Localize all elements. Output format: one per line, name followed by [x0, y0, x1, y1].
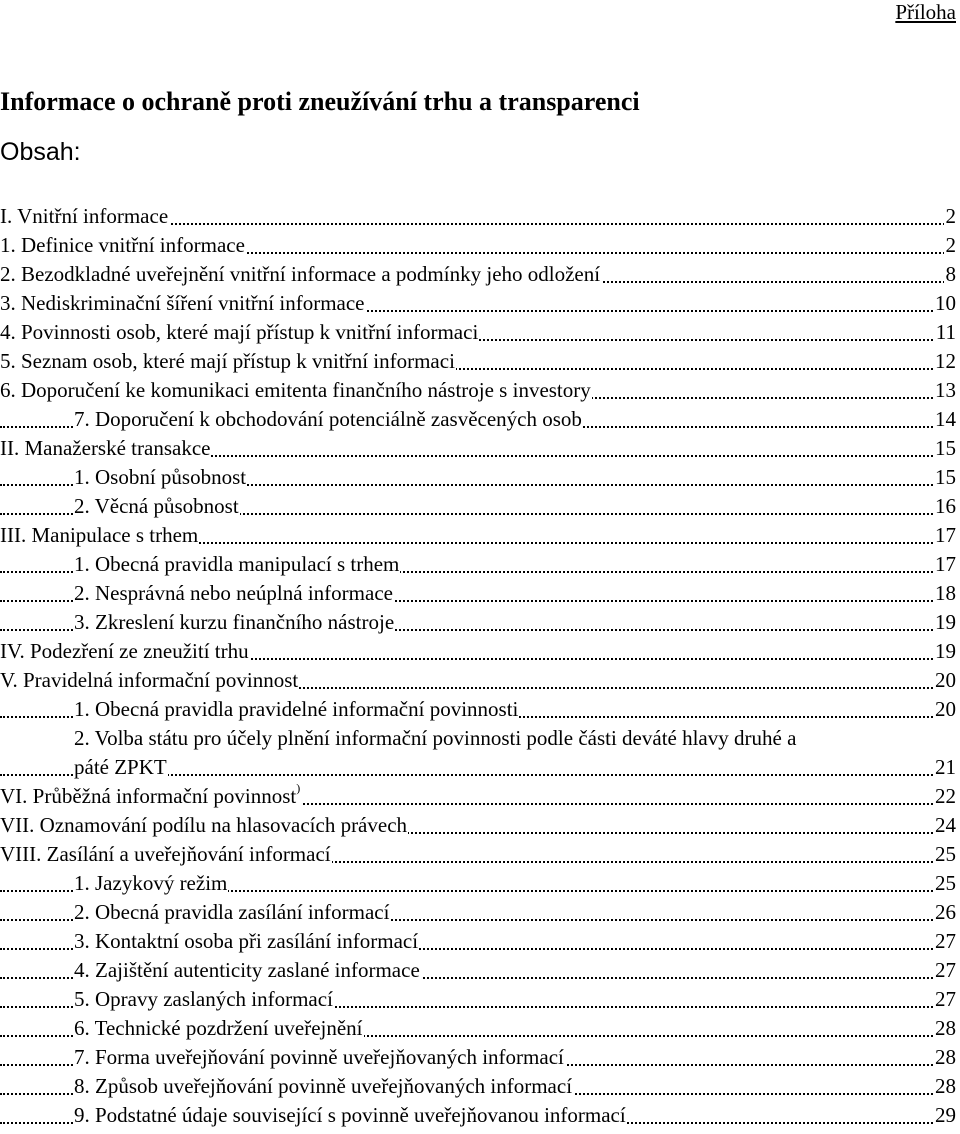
toc-page-number: 17	[933, 521, 956, 550]
toc-entry[interactable]	[0, 550, 956, 579]
toc-entry-label: 1. Obecná pravidla manipulací s trhem	[74, 550, 400, 579]
toc-entry-label: 1. Jazykový režim	[74, 869, 228, 898]
toc-entry-label: páté ZPKT	[74, 753, 168, 782]
toc-page-number: 18	[933, 579, 956, 608]
toc-entry[interactable]	[0, 1072, 956, 1101]
toc-entry[interactable]	[0, 318, 956, 347]
toc-entry[interactable]	[0, 666, 956, 695]
toc-entry-label: 3. Zkreslení kurzu finančního nástroje	[74, 608, 395, 637]
toc-entry-label: 3. Kontaktní osoba při zasílání informací	[74, 927, 419, 956]
toc-page-number: 27	[933, 956, 956, 985]
toc-page-number: 12	[933, 347, 956, 376]
toc-entry-label: 3. Nediskriminační šíření vnitřní informace	[0, 289, 366, 318]
toc-page-number: 15	[933, 463, 956, 492]
toc-entry[interactable]	[0, 927, 956, 956]
toc-page-number: 19	[933, 637, 956, 666]
toc-page-number: 28	[933, 1043, 956, 1072]
toc-entry[interactable]	[0, 811, 956, 840]
toc-page-number: 19	[933, 608, 956, 637]
toc-entry[interactable]	[0, 869, 956, 898]
toc-entry-label: 6. Doporučení ke komunikaci emitenta finančního nástroje s investory	[0, 376, 592, 405]
toc-entry[interactable]	[0, 347, 956, 376]
toc-entry-label: IV. Podezření ze zneužití trhu	[0, 637, 250, 666]
contents-heading: Obsah:	[0, 138, 81, 166]
toc-entry[interactable]	[0, 956, 956, 985]
toc-page-number: 28	[933, 1072, 956, 1101]
toc-page-number: 20	[933, 666, 956, 695]
toc-page-number: 16	[933, 492, 956, 521]
toc-entry-label: VIII. Zasílání a uveřejňování informací	[0, 840, 332, 869]
toc-entry-label: II. Manažerské transakce	[0, 434, 211, 463]
toc-entry[interactable]	[0, 1014, 956, 1043]
toc-entry-label: 8. Způsob uveřejňování povinně uveřejňovaných informací	[74, 1072, 573, 1101]
toc-page-number: 8	[944, 260, 957, 289]
toc-page-number: 28	[933, 1014, 956, 1043]
toc-entry[interactable]	[0, 260, 956, 289]
toc-entry[interactable]	[0, 985, 956, 1014]
toc-entry-label: V. Pravidelná informační povinnost	[0, 666, 299, 695]
toc-entry-label: VI. Průběžná informační povinnost)	[0, 782, 301, 811]
toc-entry-label: 4. Zajištění autenticity zaslané informace	[74, 956, 421, 985]
toc-page-number: 14	[933, 405, 956, 434]
toc-entry[interactable]	[0, 492, 956, 521]
toc-page-number: 22	[933, 782, 956, 811]
toc-page-number: 2	[944, 231, 957, 260]
toc-page-number: 17	[933, 550, 956, 579]
toc-entry[interactable]	[0, 840, 956, 869]
toc-entry[interactable]	[0, 1043, 956, 1072]
toc-entry[interactable]	[0, 202, 956, 231]
toc-page-number: 27	[933, 927, 956, 956]
toc-entry-label: 5. Seznam osob, které mají přístup k vnitřní informaci	[0, 347, 456, 376]
toc-page-number: 11	[934, 318, 956, 347]
toc-entry[interactable]	[0, 753, 956, 782]
toc-entry[interactable]	[0, 782, 956, 811]
toc-entry[interactable]	[0, 695, 956, 724]
toc-entry[interactable]	[0, 637, 956, 666]
toc-page-number: 27	[933, 985, 956, 1014]
toc-page-number: 15	[933, 434, 956, 463]
toc-entry[interactable]	[0, 724, 956, 753]
toc-entry[interactable]	[0, 608, 956, 637]
toc-page-number: 2	[944, 202, 957, 231]
toc-entry-label: 1. Osobní působnost	[74, 463, 247, 492]
toc-entry-label: 2. Volba státu pro účely plnění informační povinnosti podle části deváté hlavy druhé a	[74, 724, 797, 753]
toc-page-number: 25	[933, 869, 956, 898]
toc-entry[interactable]	[0, 434, 956, 463]
toc-entry[interactable]	[0, 521, 956, 550]
toc-page-number: 13	[933, 376, 956, 405]
toc-entry-label: III. Manipulace s trhem	[0, 521, 199, 550]
toc-entry-label: I. Vnitřní informace	[0, 202, 169, 231]
toc-entry-label: 2. Bezodkladné uveřejnění vnitřní informace a podmínky jeho odložení	[0, 260, 601, 289]
attachment-link[interactable]: Příloha	[895, 0, 956, 24]
toc-entry-label: 2. Věcná působnost	[74, 492, 240, 521]
toc-entry[interactable]	[0, 231, 956, 260]
toc-entry-label: 9. Podstatné údaje související s povinně uveřejňovanou informací	[74, 1101, 627, 1130]
table-of-contents	[0, 202, 956, 1130]
toc-page-number: 24	[933, 811, 956, 840]
toc-page-number: 26	[933, 898, 956, 927]
toc-entry-label: 4. Povinnosti osob, které mají přístup k vnitřní informaci	[0, 318, 479, 347]
toc-entry-label: 1. Definice vnitřní informace	[0, 231, 246, 260]
toc-entry[interactable]	[0, 376, 956, 405]
toc-entry-label: 6. Technické pozdržení uveřejnění	[74, 1014, 364, 1043]
toc-page-number: 29	[933, 1101, 956, 1130]
toc-entry[interactable]	[0, 898, 956, 927]
toc-entry[interactable]	[0, 405, 956, 434]
toc-entry[interactable]	[0, 1101, 956, 1130]
toc-page-number: 10	[933, 289, 956, 318]
toc-entry-label: VII. Oznamování podílu na hlasovacích právech	[0, 811, 408, 840]
toc-page-number: 20	[933, 695, 956, 724]
footnote-marker: )	[296, 781, 301, 795]
toc-entry[interactable]	[0, 463, 956, 492]
toc-entry-label: 5. Opravy zaslaných informací	[74, 985, 334, 1014]
toc-entry-label: 2. Obecná pravidla zasílání informací	[74, 898, 390, 927]
toc-entry-label: 2. Nesprávná nebo neúplná informace	[74, 579, 394, 608]
toc-entry[interactable]	[0, 579, 956, 608]
toc-page-number: 25	[933, 840, 956, 869]
toc-page-number: 21	[933, 753, 956, 782]
toc-entry-label: 7. Forma uveřejňování povinně uveřejňovaných informací	[74, 1043, 565, 1072]
document-title: Informace o ochraně proti zneužívání trhu a transparenci	[0, 87, 640, 116]
toc-entry-label: 1. Obecná pravidla pravidelné informační povinnosti	[74, 695, 519, 724]
toc-entry[interactable]	[0, 289, 956, 318]
toc-entry-label: 7. Doporučení k obchodování potenciálně zasvěcených osob	[74, 405, 583, 434]
